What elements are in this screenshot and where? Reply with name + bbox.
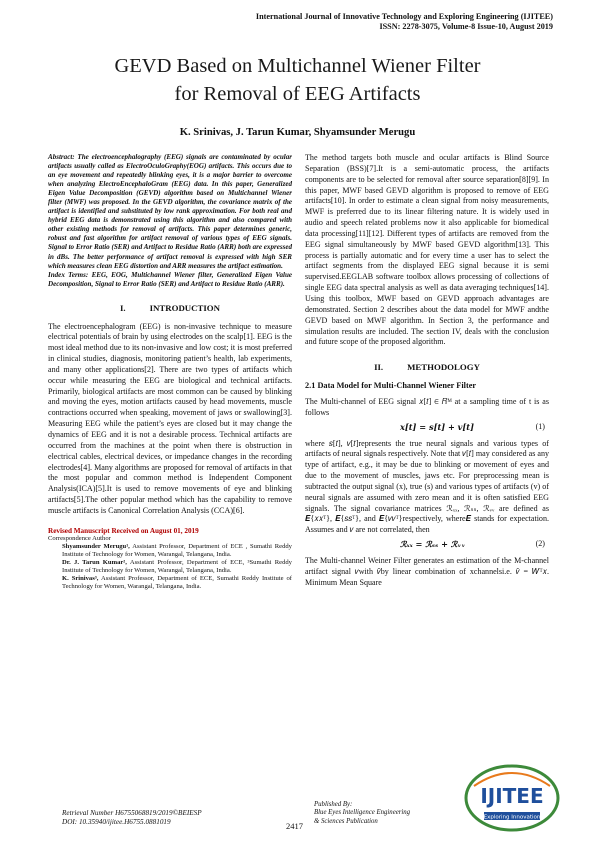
- left-column: [48, 153, 292, 591]
- footer-publisher: [314, 801, 410, 826]
- ijitee-logo: [462, 762, 562, 834]
- abstract-block: [48, 153, 292, 289]
- paper-title: [0, 52, 595, 108]
- title-line-1: GEVD Based on Multichannel Wiener Filter: [114, 55, 481, 77]
- right-paragraph-1: The method targets both muscle and ocular artifacts is Blind Source Separation (BSS)[7].It is a semi-automatic process, the artifacts components are to be selected for removal after source separation[8][9]. In this paper, MWF based GEVD algorithm is proposed to remove of EEG artifacts[10]. In order to estimate a clean signal from noisy measurements, MWF is preferred due to its linear filtering nature. It is widely used in audio and speech related problems now it also applicable for biomedical data processing[11][12]. Different types of artifacts are removed from the EEG signal simultaneously by MWF based GEVD algorithm[13]. This process is partially automatic and for every time a user has to select the artifact segments from the displayed EEG signal because it is semi supervised.EEGLAB software toolbox allows processing of collections of single EEG data spectral analysis as well as data averaging techniques[14]. Using this toolbox, MWF based on GEVD approach advantages are demonstrated. Section 2 describes about the data model for MWF andthe GEVD based on MWF algorithm. In Section 3, the performance and simulation results are included. The section IV, deals with the conclusion and future scope of the proposed algorithm.: [305, 153, 549, 347]
- equation-2-expression: ℛₓₓ = ℛₛₛ + ℛᵥᵥ: [400, 539, 466, 550]
- author-list: K. Srinivas, J. Tarun Kumar, Shyamsunder Merugu: [179, 127, 416, 138]
- equation-2: [305, 539, 549, 553]
- journal-header: [256, 12, 553, 32]
- datamodel-paragraph-3: The Multi-channel Weiner Filter generates an estimation of the M-channel artifact signal 𝑣with 𝑣̂by linear combination of xchannelsi.e. 𝑣̂ = 𝑊ᵀ𝑥. Minimum Mean Square: [305, 556, 549, 587]
- equation-1-number: (1): [535, 421, 545, 431]
- publisher-line-1: Blue Eyes Intelligence Engineering: [314, 809, 411, 817]
- author-affiliation-1: Shyamsunder Merugu¹, Assistant Professor, Department of ECE , Sumathi Reddy Institute of Technology for Women, Warangal, Telangana, India.: [62, 542, 292, 558]
- footer-retrieval: [62, 809, 202, 827]
- author-affiliation-3: K. Srinivas³, Assistant Professor, Department of ECE, Sumathi Reddy Institute of Technology for Women, Warangal, Telangana, India.: [62, 574, 292, 590]
- abstract-text: Abstract: The electroencephalography (EEG) signals are contaminated by ocular artifacts usually called as ElectroOculoGraphy(EOG) artifacts. This occurs due to an eye movement and repeatedly blinking eyes, it is a major barrier to overcome when analyzing ElectroEncephaloGram (EEG) data. In this paper, Generalized Eigen Value Decomposition (GEVD) algorithm based on Multichannel Wiener filter (MWF) was proposed. In the GEVD algorithm, the covariance matrix of the artifact is identified and substituted by low rank approximation. For both real and hybrid EEG data is demonstrated using this algorithm and also compared with other existing methods for removal of artifacts. This paper determines generic, robust and fast algorithm for artifact removal of various types of EEG signals. Signal to Error Ratio (SER) and Artifact to Residue Ratio (ARR) both are expressed in dBs. The better performance of artifact removal is expressed with high SER which measures clean EEG distortion and ARR measures the artifact estimation.: [48, 153, 292, 270]
- index-terms: Index Terms: EEG, EOG, Multichannel Wiener filter, Generalized Eigen Value Decomposition, Signal to Error Ratio (SER) and Artifact to Residue Ratio (ARR).: [48, 270, 292, 288]
- journal-issn: ISSN: 2278-3075, Volume-8 Issue-10, August 2019: [379, 22, 553, 31]
- equation-1-expression: 𝒙[𝒕] = 𝒔[𝒕] + 𝒗[𝒕]: [400, 421, 474, 432]
- doi: DOI: 10.35940/ijitee.H6755.0881019: [62, 818, 171, 826]
- retrieval-number: Retrieval Number H6755068819/2019©BEIESP: [62, 809, 202, 817]
- section-heading-introduction: [48, 303, 292, 314]
- publisher-line-2: & Sciences Publication: [314, 817, 378, 825]
- page-number: 2417: [286, 821, 303, 831]
- right-column: [305, 153, 549, 589]
- datamodel-paragraph-1: The Multi-channel of EEG signal 𝑥[𝑡] ∈ 𝑅ᴹ at a sampling time of t is as follows: [305, 396, 549, 417]
- section-title: INTRODUCTION: [149, 302, 220, 313]
- received-date: Revised Manuscript Received on August 01, 2019: [48, 526, 199, 535]
- logo-tagline: Exploring Innovation: [483, 814, 541, 821]
- intro-paragraph: The electroencephalogram (EEG) is non-invasive technique to measure electrical potentials of brain by using electrodes on the scalp[1]. EEG is the most ideal method due to its non-invasive and low cost; it is most preferred in clinical studies, diagnosis, monitoring patient’s health, lab experiments, and many other applications[2]. There are two types of artifacts which occur while measuring the EEG are biological and technical artifacts. Primarily, biological artifacts are most common can be caused by blinking and moving the eyes, motion artifacts caused by head movements, muscle contractions occurred when speaking, movement of jaws or swallowing[3]. Measuring EEG while the patient’s eyes are closed but it may change the dynamics of EEG and it is not a desirable process. Technical artifacts are occurred from the machines at the point when there is obstruction in electrical cables, electrical devices, or impedance changes in the recording electrodes[4]. Many algorithms are proposed for removal of artifacts in that the most popular and common method is Independent Component Analysis(ICA)[5].It is used to remove movements of eye and blinking artifacts[5].The other popular method which has the capability to remove muscle artifacts is Canonical Correlation Analysis (CCA)[6].: [48, 321, 292, 515]
- title-line-2: for Removal of EEG Artifacts: [174, 83, 421, 105]
- footnote-block: [48, 527, 292, 591]
- datamodel-paragraph-2: where 𝑠[𝑡], 𝑣[𝑡]represents the true neural signals and various types of artifacts of neural signals respectively. Note that 𝑣[𝑡] may considered as any type of artifact, e.g., it may be due to blinking or movement of eyes and due to the movement of muscles, jaws etc. For preprocessing mean is subtracted the output signal (x), true (s) and various types of artifacts (v) of neural signals are assumed with zero mean and it is often satisfied EEG signals. The signal covariance matrices ℛₓₓ, ℛₛₛ, ℛᵥᵥ are defined as 𝑬{𝑥𝑥ᵀ}, 𝑬{𝑠𝑠ᵀ}, and 𝑬{𝑣𝑣ᵀ}respectively, where𝑬 stands for expectation. Assumes and 𝑣 are not correlated, then: [305, 438, 549, 535]
- subsection-heading: 2.1 Data Model for Multi-Channel Wiener Filter: [305, 381, 477, 391]
- logo-text: IJITEE: [480, 784, 544, 808]
- section-number: II.: [374, 362, 384, 373]
- correspondence-label: Correspondence Author: [48, 534, 111, 542]
- published-by-label: Published By:: [314, 801, 353, 808]
- section-heading-methodology: [305, 362, 549, 373]
- section-number: I.: [119, 302, 126, 313]
- author-affiliation-2: Dr. J. Tarun Kumar², Assistant Professor, Department of ECE, ³Sumathi Reddy Institute of Technology for Women, Warangal, Telangana, India.: [62, 558, 292, 574]
- equation-1: [305, 422, 549, 436]
- equation-2-number: (2): [535, 539, 545, 549]
- section-title: METHODOLOGY: [407, 362, 480, 373]
- journal-name: International Journal of Innovative Technology and Exploring Engineering (IJITEE): [255, 12, 553, 21]
